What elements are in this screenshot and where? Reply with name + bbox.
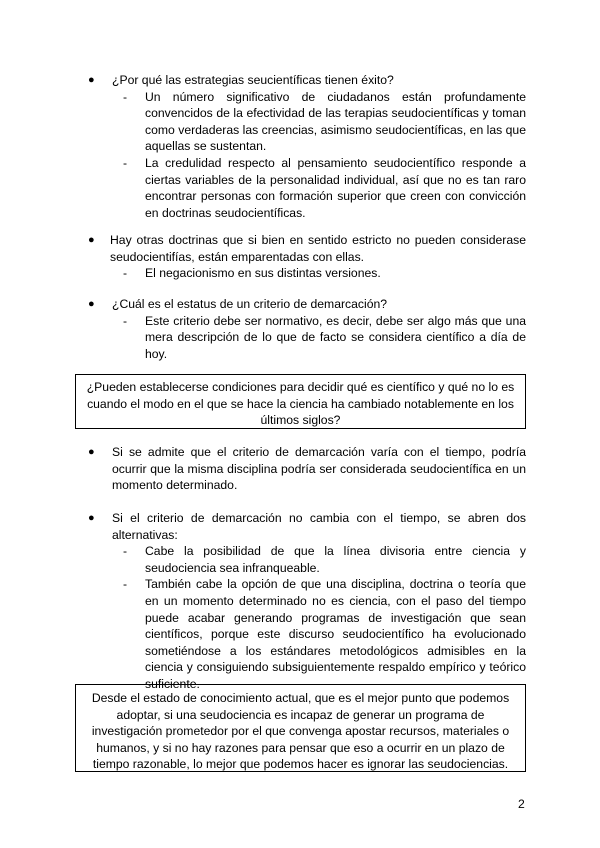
sub-item (123, 313, 526, 363)
sub-item-text: Cabe la posibilidad de que la línea divisoria entre ciencia y seudociencia sea infranqueable. (145, 544, 526, 575)
bullet-text: Si se admite que el criterio de demarcación varía con el tiempo, podría ocurrir que la misma disciplina podría ser considerada seudocientífica en un momento determinado. (112, 445, 526, 493)
dash-marker: - (123, 89, 128, 104)
dash-marker: - (123, 155, 128, 170)
bullet-text: Hay otras doctrinas que si bien en sentido estricto no pueden considerase seudocientifías, están emparentadas con ellas. (110, 233, 526, 264)
conclusion-box (75, 684, 526, 772)
bullet-section-2 (88, 232, 526, 282)
sub-item-text: La credulidad respecto al pensamiento seudocientífico responde a ciertas variables de la personalidad individual, así que no es tan raro encontrar personas con formación superior que creen con convicción en doctrinas seudocientíficas. (145, 155, 526, 220)
sub-item (123, 543, 526, 576)
sub-item-text: También cabe la opción de que una disciplina, doctrina o teoría que en un momento determinado no es ciencia, con el paso del tiempo puede acabar generando programas de investigación que sean científicos, porque este discurso seudocientífico ha evolucionado sometiéndose a los estándares metodológicos admisibles en la ciencia y consiguiendo subsiguientemente respaldo empírico y teórico suficiente. (145, 577, 526, 691)
bullet-section-4 (88, 444, 526, 494)
bullet-section-5 (88, 510, 526, 693)
dash-marker: - (123, 266, 128, 281)
bullet-question: ¿Por qué las estrategias seucientíficas tienen éxito? (112, 73, 394, 87)
sub-item (123, 576, 526, 692)
dash-marker: - (123, 577, 128, 592)
sub-item-text: Un número significativo de ciudadanos están profundamente convencidos de la efectividad de las terapias seudocientíficas y toman como verdaderas las creencias, asimismo seudocientíficas, en las que aquellas se sustentan. (145, 89, 526, 154)
bullet-icon: ● (88, 234, 95, 246)
bullet-icon: ● (88, 512, 95, 524)
bullet-icon: ● (88, 446, 95, 458)
conclusion-box-text: Desde el estado de conocimiento actual, que es el mejor punto que podemos adoptar, si una seudociencia es incapaz de generar un programa de investigación prometedor por el que convenga apostar recursos, materiales o humanos, y si no hay razones para pensar que eso a ocurrir en un plazo de tiempo razonable, lo mejor que podemos hacer es ignorar las seudociencias. (91, 691, 510, 772)
sub-item (123, 155, 526, 221)
question-box-text: ¿Pueden establecerse condiciones para decidir qué es científico y qué no lo es cuando el modo en el que se hace la ciencia ha cambiado notablemente en los últimos siglos? (86, 380, 515, 428)
sub-item-text: Este criterio debe ser normativo, es decir, debe ser algo más que una mera descripción de lo que de facto se considera científico a día de hoy. (145, 313, 526, 361)
sub-item-text: El negacionismo en sus distintas versiones. (145, 266, 381, 281)
bullet-icon: ● (88, 74, 95, 86)
dash-marker: - (123, 544, 128, 559)
dash-marker: - (123, 313, 128, 328)
bullet-text: Si el criterio de demarcación no cambia con el tiempo, se abren dos alternativas: (112, 511, 526, 542)
page-number: 2 (518, 797, 525, 811)
bullet-question: ¿Cuál es el estatus de un criterio de demarcación? (112, 297, 388, 311)
bullet-section-3 (88, 296, 526, 362)
sub-item (123, 89, 526, 155)
question-box (75, 374, 526, 429)
bullet-section-1 (88, 72, 526, 221)
sub-item (123, 265, 526, 282)
bullet-icon: ● (88, 298, 95, 310)
